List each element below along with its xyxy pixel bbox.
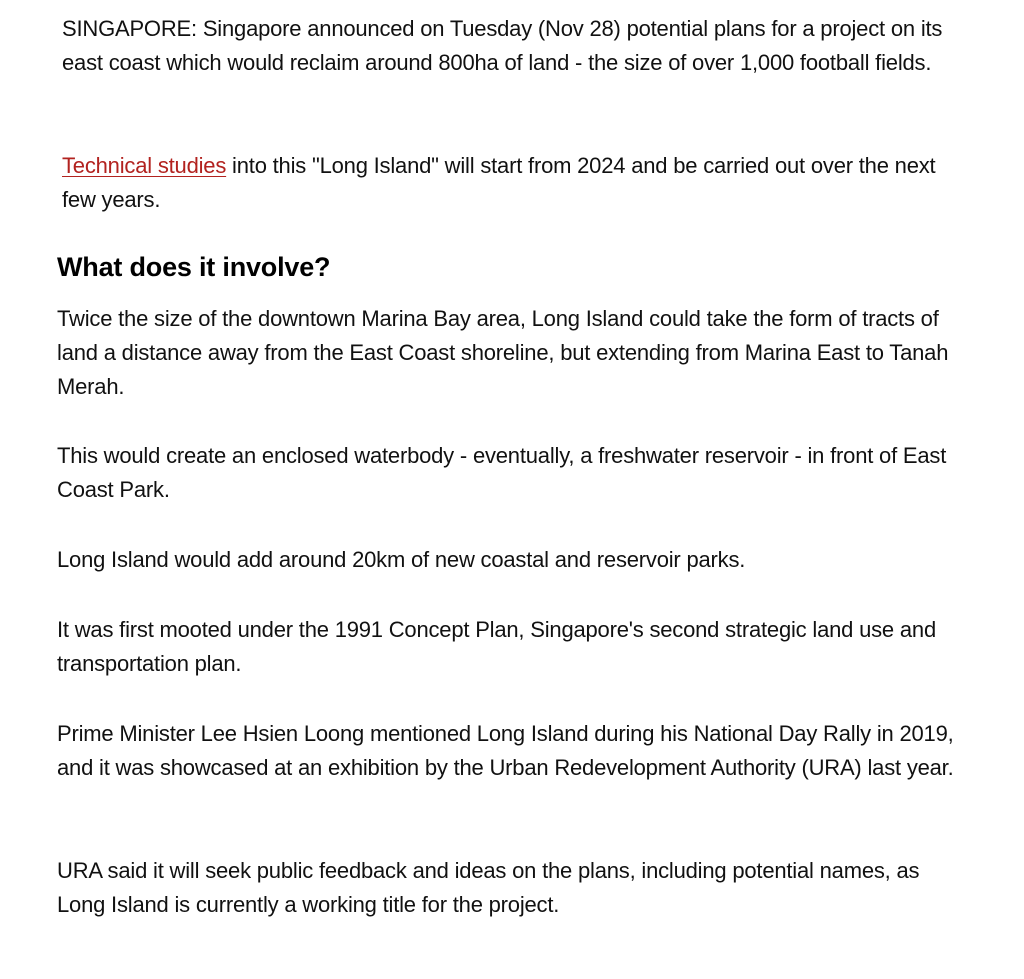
intro-paragraph: SINGAPORE: Singapore announced on Tuesday (Nov 28) potential plans for a project on its east coast which would reclaim around 800ha of land - the size of over 1,000 football fields. [62, 16, 943, 75]
body-paragraph-size: Twice the size of the downtown Marina Bay area, Long Island could take the form of tracts of land a distance away from the East Coast shoreline, but extending from Marina East to Tanah Merah. [57, 306, 949, 399]
section-heading: What does it involve? [57, 252, 331, 282]
studies-paragraph-text: into this "Long Island" will start from 2024 and be carried out over the next few years. [62, 153, 936, 212]
body-paragraph-feedback: URA said it will seek public feedback and ideas on the plans, including potential names, as Long Island is currently a working title for the project. [57, 858, 920, 917]
body-paragraph-parks: Long Island would add around 20km of new coastal and reservoir parks. [57, 547, 746, 572]
studies-paragraph [62, 149, 962, 217]
body-paragraph-rally: Prime Minister Lee Hsien Loong mentioned Long Island during his National Day Rally in 2019, and it was showcased at an exhibition by the Urban Redevelopment Authority (URA) last year. [57, 721, 954, 780]
body-paragraph-waterbody: This would create an enclosed waterbody - eventually, a freshwater reservoir - in front of East Coast Park. [57, 443, 947, 502]
technical-studies-link[interactable]: Technical studies [62, 153, 227, 178]
body-paragraph-concept-plan: It was first mooted under the 1991 Concept Plan, Singapore's second strategic land use and transportation plan. [57, 617, 936, 676]
